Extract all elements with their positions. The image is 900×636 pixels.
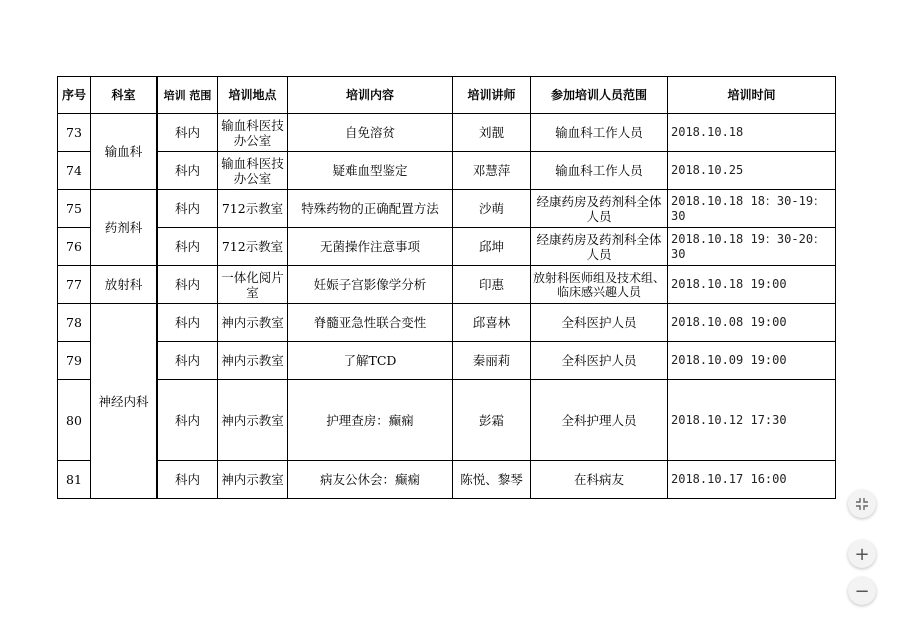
row-participants: 全科医护人员 [531,342,668,380]
row-seq: 78 [58,304,91,342]
row-content: 病友公休会：癫痫 [288,461,453,499]
row-location: 神内示教室 [218,461,288,499]
row-time: 2018.10.09 19:00 [668,342,836,380]
row-content: 自免溶贫 [288,114,453,152]
row-participants: 输血科工作人员 [531,152,668,190]
row-lecturer: 印惠 [453,266,531,304]
row-participants: 经康药房及药剂科全体人员 [531,228,668,266]
row-time: 2018.10.18 [668,114,836,152]
row-seq: 73 [58,114,91,152]
row-location: 神内示教室 [218,304,288,342]
row-seq: 77 [58,266,91,304]
row-scope: 科内 [158,152,218,190]
row-participants: 全科护理人员 [531,380,668,461]
header-participants: 参加培训人员范围 [531,77,668,114]
header-content: 培训内容 [288,77,453,114]
row-participants: 放射科医师组及技术组、临床感兴趣人员 [531,266,668,304]
row-lecturer: 邱喜林 [453,304,531,342]
row-time: 2018.10.18 18：30-19：30 [668,190,836,228]
header-scope: 培训 范围 [158,77,218,114]
header-dept: 科室 [91,77,157,114]
row-seq: 80 [58,380,91,461]
row-scope: 科内 [158,461,218,499]
row-content: 护理查房：癫痫 [288,380,453,461]
row-scope: 科内 [158,114,218,152]
row-time: 2018.10.12 17:30 [668,380,836,461]
row-lecturer: 邓慧萍 [453,152,531,190]
row-seq: 81 [58,461,91,499]
row-dept: 输血科 [91,114,157,190]
row-seq: 75 [58,190,91,228]
row-content: 无菌操作注意事项 [288,228,453,266]
row-time: 2018.10.25 [668,152,836,190]
row-content: 脊髓亚急性联合变性 [288,304,453,342]
row-scope: 科内 [158,266,218,304]
row-dept: 神经内科 [91,304,157,499]
row-content: 了解TCD [288,342,453,380]
row-lecturer: 刘靓 [453,114,531,152]
row-location: 712示教室 [218,228,288,266]
row-time: 2018.10.17 16:00 [668,461,836,499]
row-participants: 全科医护人员 [531,304,668,342]
header-lecturer: 培训讲师 [453,77,531,114]
table-row [58,152,836,190]
row-location: 一体化阅片室 [218,266,288,304]
row-lecturer: 沙萌 [453,190,531,228]
table-row [58,342,836,380]
header-row [58,77,836,114]
table-row [58,114,836,152]
row-time: 2018.10.18 19:00 [668,266,836,304]
row-content: 特殊药物的正确配置方法 [288,190,453,228]
row-participants: 输血科工作人员 [531,114,668,152]
row-location: 神内示教室 [218,342,288,380]
row-scope: 科内 [158,304,218,342]
row-time: 2018.10.08 19:00 [668,304,836,342]
row-lecturer: 邱坤 [453,228,531,266]
row-dept: 药剂科 [91,190,157,266]
fit-page-button[interactable] [848,490,876,518]
header-location: 培训地点 [218,77,288,114]
row-dept: 放射科 [91,266,157,304]
row-seq: 76 [58,228,91,266]
row-scope: 科内 [158,342,218,380]
row-lecturer: 秦丽莉 [453,342,531,380]
training-schedule-table [57,76,836,499]
row-seq: 74 [58,152,91,190]
row-seq: 79 [58,342,91,380]
fit-page-icon [855,497,869,511]
zoom-in-button[interactable]: + [848,540,876,568]
row-location: 712示教室 [218,190,288,228]
row-location: 输血科医技办公室 [218,152,288,190]
row-participants: 在科病友 [531,461,668,499]
row-lecturer: 陈悦、黎琴 [453,461,531,499]
row-lecturer: 彭霜 [453,380,531,461]
table-row [58,304,836,342]
row-location: 神内示教室 [218,380,288,461]
header-seq: 序号 [58,77,91,114]
row-participants: 经康药房及药剂科全体人员 [531,190,668,228]
table-row [58,380,836,461]
table-row [58,266,836,304]
row-time: 2018.10.18 19：30-20：30 [668,228,836,266]
row-scope: 科内 [158,228,218,266]
header-time: 培训时间 [668,77,836,114]
table-row [58,461,836,499]
zoom-out-button[interactable]: − [848,577,876,605]
table-row [58,228,836,266]
row-content: 疑难血型鉴定 [288,152,453,190]
row-scope: 科内 [158,380,218,461]
row-location: 输血科医技办公室 [218,114,288,152]
row-scope: 科内 [158,190,218,228]
table-row [58,190,836,228]
row-content: 妊娠子宫影像学分析 [288,266,453,304]
